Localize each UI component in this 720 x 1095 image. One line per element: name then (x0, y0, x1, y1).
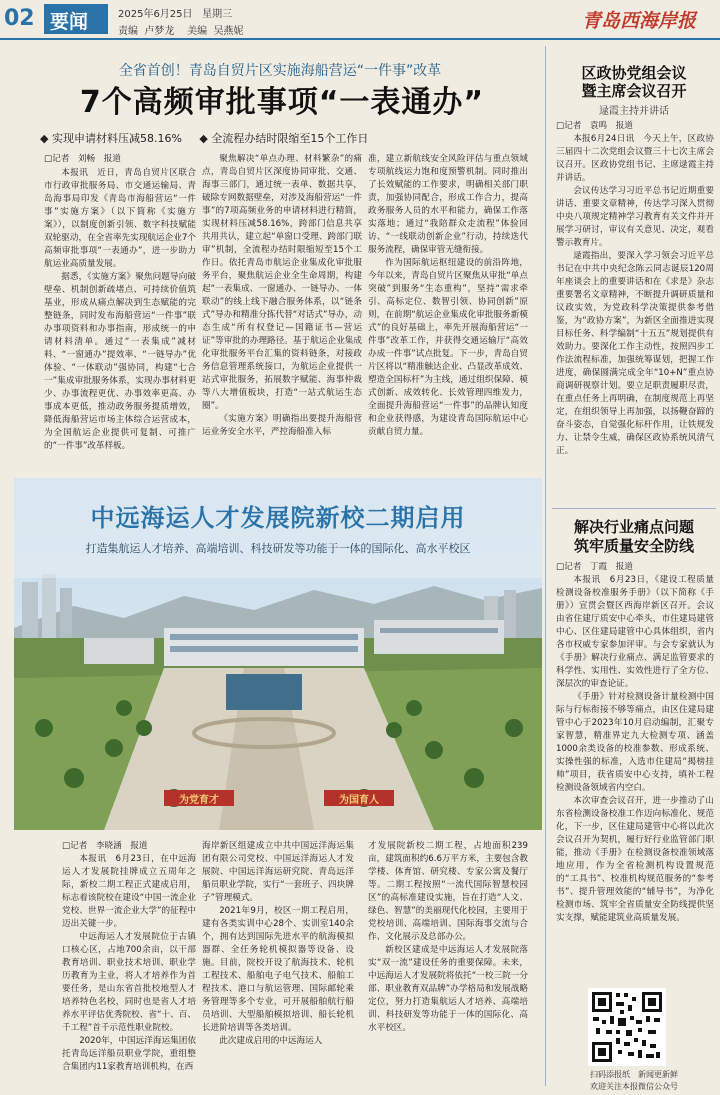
right1-headline-line1: 区政协党组会议 (581, 64, 687, 82)
feature-byline: □记者 李晓涵 报道 (62, 841, 148, 851)
lead-para: 本报讯 近日，青岛自贸片区联合市行政审批服务局、市交通运输局、青岛海事局印发《青岛市海船营运“一件事”实施方案》（以下简称《实施方案》），以制度创新引领、数字科技赋能双轮驱动，在全省率先实现航运企业7个高频审批事项“一表通办”，进一步助力航运业高质量发展。 (44, 168, 196, 269)
photo-sign-left: 为党育才 (179, 795, 219, 806)
qr-code-icon (590, 990, 664, 1064)
feature-para: 海岸新区组建成立中共中国远洋海运集团有限公司党校、中国远洋海运人才发展院、中国远洋海运研究院、青岛远洋船员职业学院，实行“一套班子、四块牌子”管理模式。 (202, 841, 354, 903)
right2-para: 《手册》针对检测设备计量检测中国际与行标衔接不够等痛点，由区住建局建管中心于2023年10月启动编制，汇聚专家智慧，精准界定九大检测专项、涵盖1000余类设备的校准参数、形成系统、实操性强的标准，入选市住建局“揭榜挂帅”项目，获省质安中心支持，填补工程检测设备领域省内空白。 (556, 692, 714, 793)
lead-para: 准，建立新航线安全风险评估与重点领域专项航线运力饱和度预警机制。同时推出了长效赋能的工作要求，明确相关部门职责，加强协同配合，形成工作合力，提高政务服务人员的水平和能力，确保工作落实落地；通过“我陪群众走流程”体验回访、“一线联动创新企业”行动，持续迭代服务流程，确保审管无缝衔接。 (368, 154, 528, 255)
issue-date: 2025年6月25日 星期三 (118, 9, 233, 20)
lead-column-2 (202, 153, 362, 467)
lead-para: 作为国际航运枢纽建设的前沿阵地，今年以来，青岛自贸片区聚焦从审批“单点突破”到服务“生态重构”，坚持“需求牵引、高标定位、数智引领、协同创新”原则，在前期“航运企业集成化审批服务新模式”的良好基础上，率先开展海船营运“一件事”改革工作，并获得交通运输厅“高效办成一件事”试点批复。下一步，青岛自贸片区将以“精准触达企业、凸显改革成效、塑造全国标杆”为主线，通过组织保障、模式创新、成效转化、长效管理四维发力，全面提升海船营运“一件事”的品牌认知度和企业获得感，为建设青岛国际航运中心贡献自贸力量。 (368, 258, 528, 437)
feature-para: 2021年9月，校区一期工程启用，建有各类实训中心28个、实训室140余个，拥有达到国际先进水平的航海模拟器群、全任务轮机模拟器等设备、设施。目前，院校开设了航海技术、轮机工程技术、船舶电子电气技术、船舶工程技术、港口与航运管理、国际邮轮乘务管理等多个专业，可开展船舶航行船员培训、大型船舶模拟培训、船长轮机长进阶培训等各类培训。 (202, 906, 354, 1033)
right2-para: 本报讯 6月23日，《建设工程质量检测设备校准服务手册》（以下简称《手册》）宣贯会暨区西海岸新区召开。会议由省住建厅质安中心牵头，市住建局建管中心、区住建局建管中心具体组织，省内各市权威专家参加评审。与会专家就认为《手册》解决行业痛点、满足监管要求的科学性、实用性、实效性进行了全方位、深层次的审查论证。 (556, 575, 714, 689)
lead-subheads (40, 130, 540, 146)
column-divider (545, 46, 546, 1086)
photo-sign-right: 为国育人 (339, 795, 379, 806)
feature-para: 本报讯 6月23日，在中远海运人才发展院挂牌成立五周年之际，新校二期工程正式建成启用，标志着该院校在建设“中国一流企业党校、世界一流企业大学”的征程中迈出关键一步。 (62, 854, 196, 929)
masthead (0, 0, 720, 40)
lead-subhead-2: ◆ 全流程办结时限缩至15个工作日 (199, 132, 369, 145)
paper-logo: 青岛西海岸报 (582, 10, 697, 32)
right2-headline-line2: 筑牢质量安全防线 (573, 537, 694, 555)
section-tab (44, 4, 108, 34)
lead-kicker: 全省首创！青岛自贸片区实施海船营运“一件事”改革 (118, 63, 442, 79)
qr-caption-2: 欢迎关注本报微信公众号 (590, 1082, 678, 1091)
lead-headline: 7个高频审批事项“一表通办” (79, 85, 485, 120)
lead-para: 据悉，《实施方案》聚焦问题导向破壁垒、机制创新疏堵点、可持续价值筑基业，形成从痛点解决到生态赋能的完整链条，同时发布海船营运“一件事”联办事项资料和办事指南，形成统一的申请材料清单。通过“一表集成”减材料、“一窗通办”提效率、“一链导办”优体验、“一体联动”强协同，构建“七合一”集成审批服务体系，实现办事材料更少、办事流程更优、办事效率更高、办事成本更低，推动政务服务提质增效，降低海船营运市场主体综合运营成本，为全国航运企业提供可复制、可推广的“一件事”改革样板。 (44, 272, 196, 451)
right2-para: 本次审查会议召开，进一步推动了山东省检测设备校准工作迈向标准化、规范化，下一步，区住建局建管中心将以此次会议召开为契机，履行好行业监管部门职能，推动《手册》在检测设备校准领域落地应用，作为全省检测机构设置规范的“工具书”、校准机构规范服务的“参考书”、提升管理效能的“辅导书”，为净化检测市场、筑牢全省质量安全防线提供坚实支撑，赋能建筑业高质量发展。 (556, 796, 714, 923)
lead-column-3 (368, 153, 528, 467)
lead-column-1 (44, 167, 196, 467)
right1-para: 会议传达学习习近平总书记近期重要讲话、重要文章精神，传达学习深入贯彻中央八项规定精神学习教育有关文件并开展学习研讨，审议有关意见、决定，观看警示教育片。 (556, 186, 714, 248)
right1-body (556, 133, 714, 505)
feature-column-3 (368, 840, 528, 1085)
feature-subhead: 打造集航运人才培养、高端培训、科技研发等功能于一体的国际化、高水平校区 (85, 542, 471, 555)
right2-byline: □记者 丁霞 报道 (556, 562, 633, 572)
right-divider (552, 508, 716, 509)
lead-para: 聚焦解决“单点办理、材料繁杂”的痛点，青岛自贸片区深度协同审批、交通、海事三部门，通过统一表单、数据共享，破除专网数据壁垒，对涉及海船营运“一件事”的7项高频业务的申请材料进行精简，实现材料压减58.16%，跨部门信息共享共用共认，建立起“单窗口受理、跨部门联审”机制，全流程办结时限缩短至15个工作日。依托青岛市航运企业集成化审批服务平台，聚焦航运企业全生命周期，构建起“一表集成、一窗通办、一链导办、一体联动”的线上线下融合服务体系，以“链条式”导办和精准分拣代替“对话式”导办，动态生成“所有权登记—国籍证书—营运证”等审批的办理路径。基于航运企业集成化审批服务平台汇集的资料链条，对接政务信息管理系统接口，为航运企业提供一站式审批服务，拓展数字赋能、海事仲裁等八大增值板块，打造“一站式航运生态圈”。 (202, 154, 362, 411)
editor-credits: 责编 卢梦龙 美编 吴燕妮 (118, 26, 244, 37)
page-number: 02 (4, 6, 35, 31)
feature-para: 新校区建成是中远海运人才发展院落实“双一流”建设任务的重要保障。未来，中远海运人才发展院将依托“一校三院一分部、职业教育双品牌”办学格局和发展战略定位，努力打造集航运人才培养、高端培训、科技研发等功能于一体的国际化、高水平校区。 (368, 945, 528, 1033)
qr-code[interactable] (588, 988, 666, 1066)
right1-headline-line2: 暨主席会议召开 (581, 82, 687, 100)
right2-body (556, 574, 714, 984)
masthead-rule (0, 38, 720, 40)
lead-para: 《实施方案》明确指出要提升海船营运业务安全水平，严控海船准入标 (202, 414, 362, 437)
feature-column-1 (62, 853, 196, 1085)
feature-headline: 中远海运人才发展院新校二期启用 (90, 504, 466, 532)
right1-subhead: 逯霞主持并讲话 (599, 106, 669, 117)
section-name: 要闻 (50, 11, 89, 33)
lead-byline: □记者 刘畅 报道 (44, 154, 121, 164)
feature-para: 中远海运人才发展院位于古镇口核心区，占地700余亩，以干部教育培训、职业技术培训、职业学历教育为主业，将人才培养作为首要任务，是山东省首批校地型人才培养特色名校，同时也是省人才培养水平评估优秀院校、省“十、百、千工程”首千示范性职业院校。 (62, 932, 196, 1033)
lead-subhead-1: ◆ 实现申请材料压减58.16% (40, 132, 182, 145)
feature-para: 此次建成启用的中远海运人 (219, 1036, 323, 1046)
right1-para: 逯霞指出，要深入学习领会习近平总书记在中共中央纪念陈云同志诞辰120周年座谈会上的重要讲话和在《求是》杂志重要署名文章精神，不断提升调研质量和议政实效，为党政科学决策提供参考借鉴，为“政协方案”，为新区全面推进实现目标任务、科学编制“十五五”规划提供有效助力。要深化工作主动性，按照四步工作法流程标准，加强统筹谋划，把握工作进度，确保圆满完成全年“10+N”重点协商调研视察计划。要立足职责履职尽责，在重点任务上再明确，在制度规范上再坚定，在组织领导上再加强，以扬鞭奋蹄的奋斗姿态，自觉强化标杆作用，让铁规发力、让禁令生威，确保区政协系统风清气正。 (556, 251, 714, 456)
feature-para: 才发展院新校二期工程，占地面积239亩，建筑面积约6.6万平方米，主要包含教学楼、体育馆、研究楼、专家公寓及餐厅等。二期工程按照“一流代国际智慧校园区”的高标准建设实施，旨在打造“人文、绿色、智慧”的美丽现代化校园，主要用于党校培训、高端培训、国际海事交流与合作、文化展示及总部办公。 (368, 841, 528, 942)
right1-para: 本报6月24日讯 今天上午，区政协三届四十二次党组会议暨三十七次主席会议召开。区政协党组书记、主席逯霞主持并讲话。 (556, 134, 714, 183)
feature-para: 2020年，中国远洋海运集团依托青岛远洋船员职业学院，重组整合集团内11家教育培训机构，在西 (62, 1036, 196, 1072)
qr-caption-1: 扫码添报纸 新闻更新鲜 (590, 1070, 678, 1079)
feature-column-2 (202, 840, 354, 1085)
right1-byline: □记者 袁鸣 报道 (556, 121, 633, 131)
right2-headline-line1: 解决行业痛点问题 (573, 518, 694, 536)
